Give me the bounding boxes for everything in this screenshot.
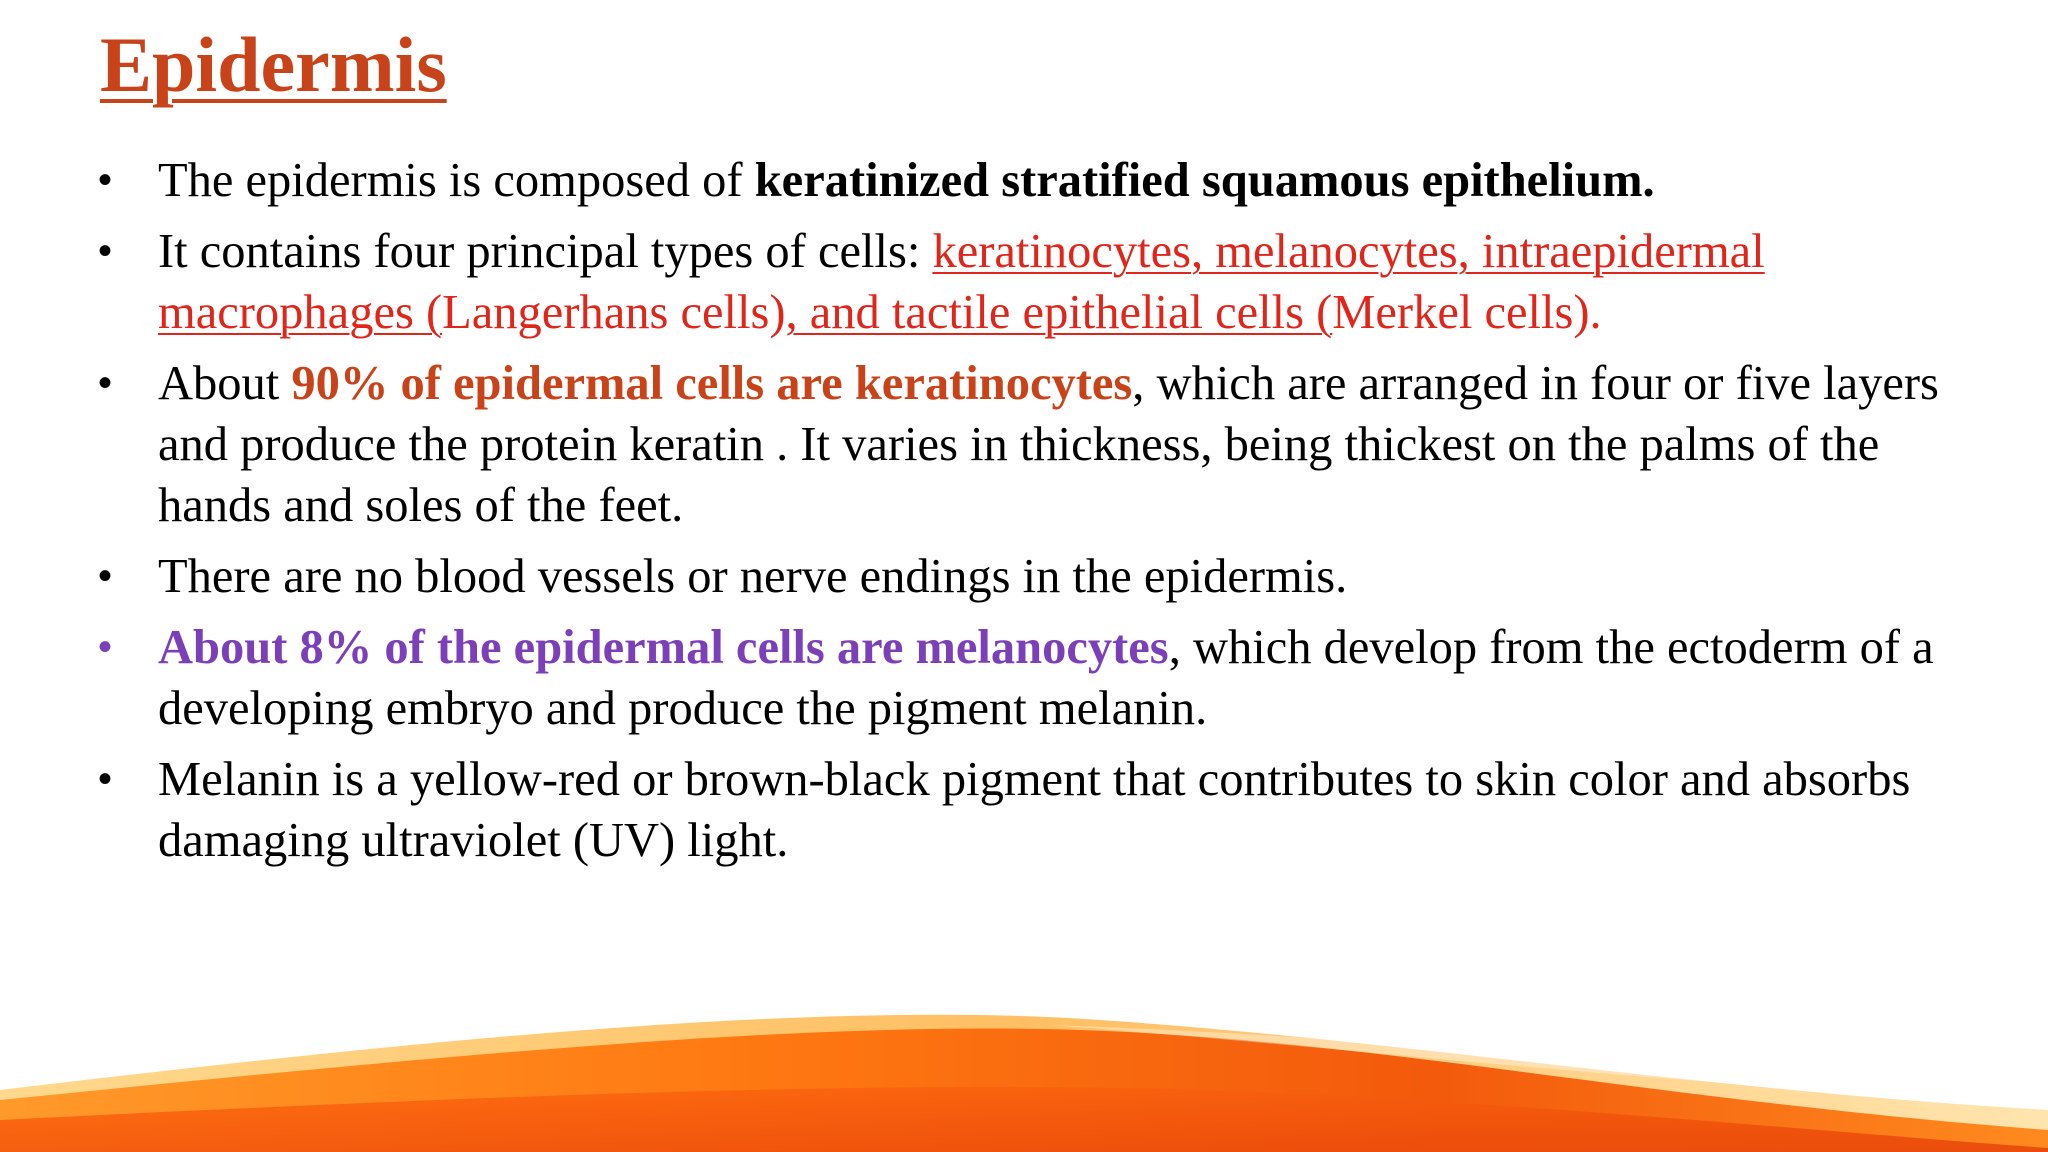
bullet-item-5: [98, 617, 1978, 739]
decorative-orange-wave: [0, 980, 2048, 1152]
bullet-dot: •: [98, 757, 113, 801]
bullet-text-plain: It contains four principal types of cells:: [158, 225, 933, 278]
bullet-list: [98, 150, 1978, 881]
bullet-text-plain: , which develop from the ectoderm of a developing embryo and produce the pigment melanin.: [158, 621, 1934, 735]
bullet-dot: •: [98, 158, 113, 202]
melanocytes-highlight: About 8% of the epidermal cells are melanocytes: [158, 621, 1169, 674]
slide-title: Epidermis: [100, 21, 447, 108]
bullet-dot: •: [98, 229, 113, 273]
bullet-item-2: [98, 221, 1978, 343]
merkel-cells-text: Merkel cells).: [1332, 286, 1602, 339]
bullet-item-6: [98, 749, 1978, 871]
bullet-item-1: [98, 150, 1978, 211]
keratinocytes-highlight: 90% of epidermal cells are keratinocytes: [291, 357, 1133, 410]
bullet-text-bold: keratinized stratified squamous epithelium.: [754, 154, 1655, 207]
bullet-text-plain: There are no blood vessels or nerve endings in the epidermis.: [158, 550, 1348, 603]
bullet-text-plain: , which are arranged in four or five layers and produce the protein keratin . It varies in thickness, being thickest on the palms of the hands and soles of the feet.: [158, 357, 1939, 532]
bullet-text-plain: About: [158, 357, 292, 410]
bullet-text-plain: The epidermis is composed of: [158, 154, 755, 207]
bullet-item-3: [98, 353, 1978, 536]
tactile-cells-underlined: , and tactile epithelial cells (: [785, 286, 1333, 339]
bullet-text-plain: Melanin is a yellow-red or brown-black pigment that contributes to skin color and absorbs damaging ultraviolet (UV) light.: [158, 753, 1911, 867]
cell-types-underlined: keratinocytes, melanocytes, intraepidermal macrophages (: [158, 225, 1765, 339]
bullet-dot: •: [98, 554, 113, 598]
bullet-dot-purple: •: [98, 625, 113, 669]
bullet-item-4: [98, 546, 1978, 607]
langerhans-cells-text: Langerhans cells): [442, 286, 786, 339]
bullet-dot: •: [98, 361, 113, 405]
